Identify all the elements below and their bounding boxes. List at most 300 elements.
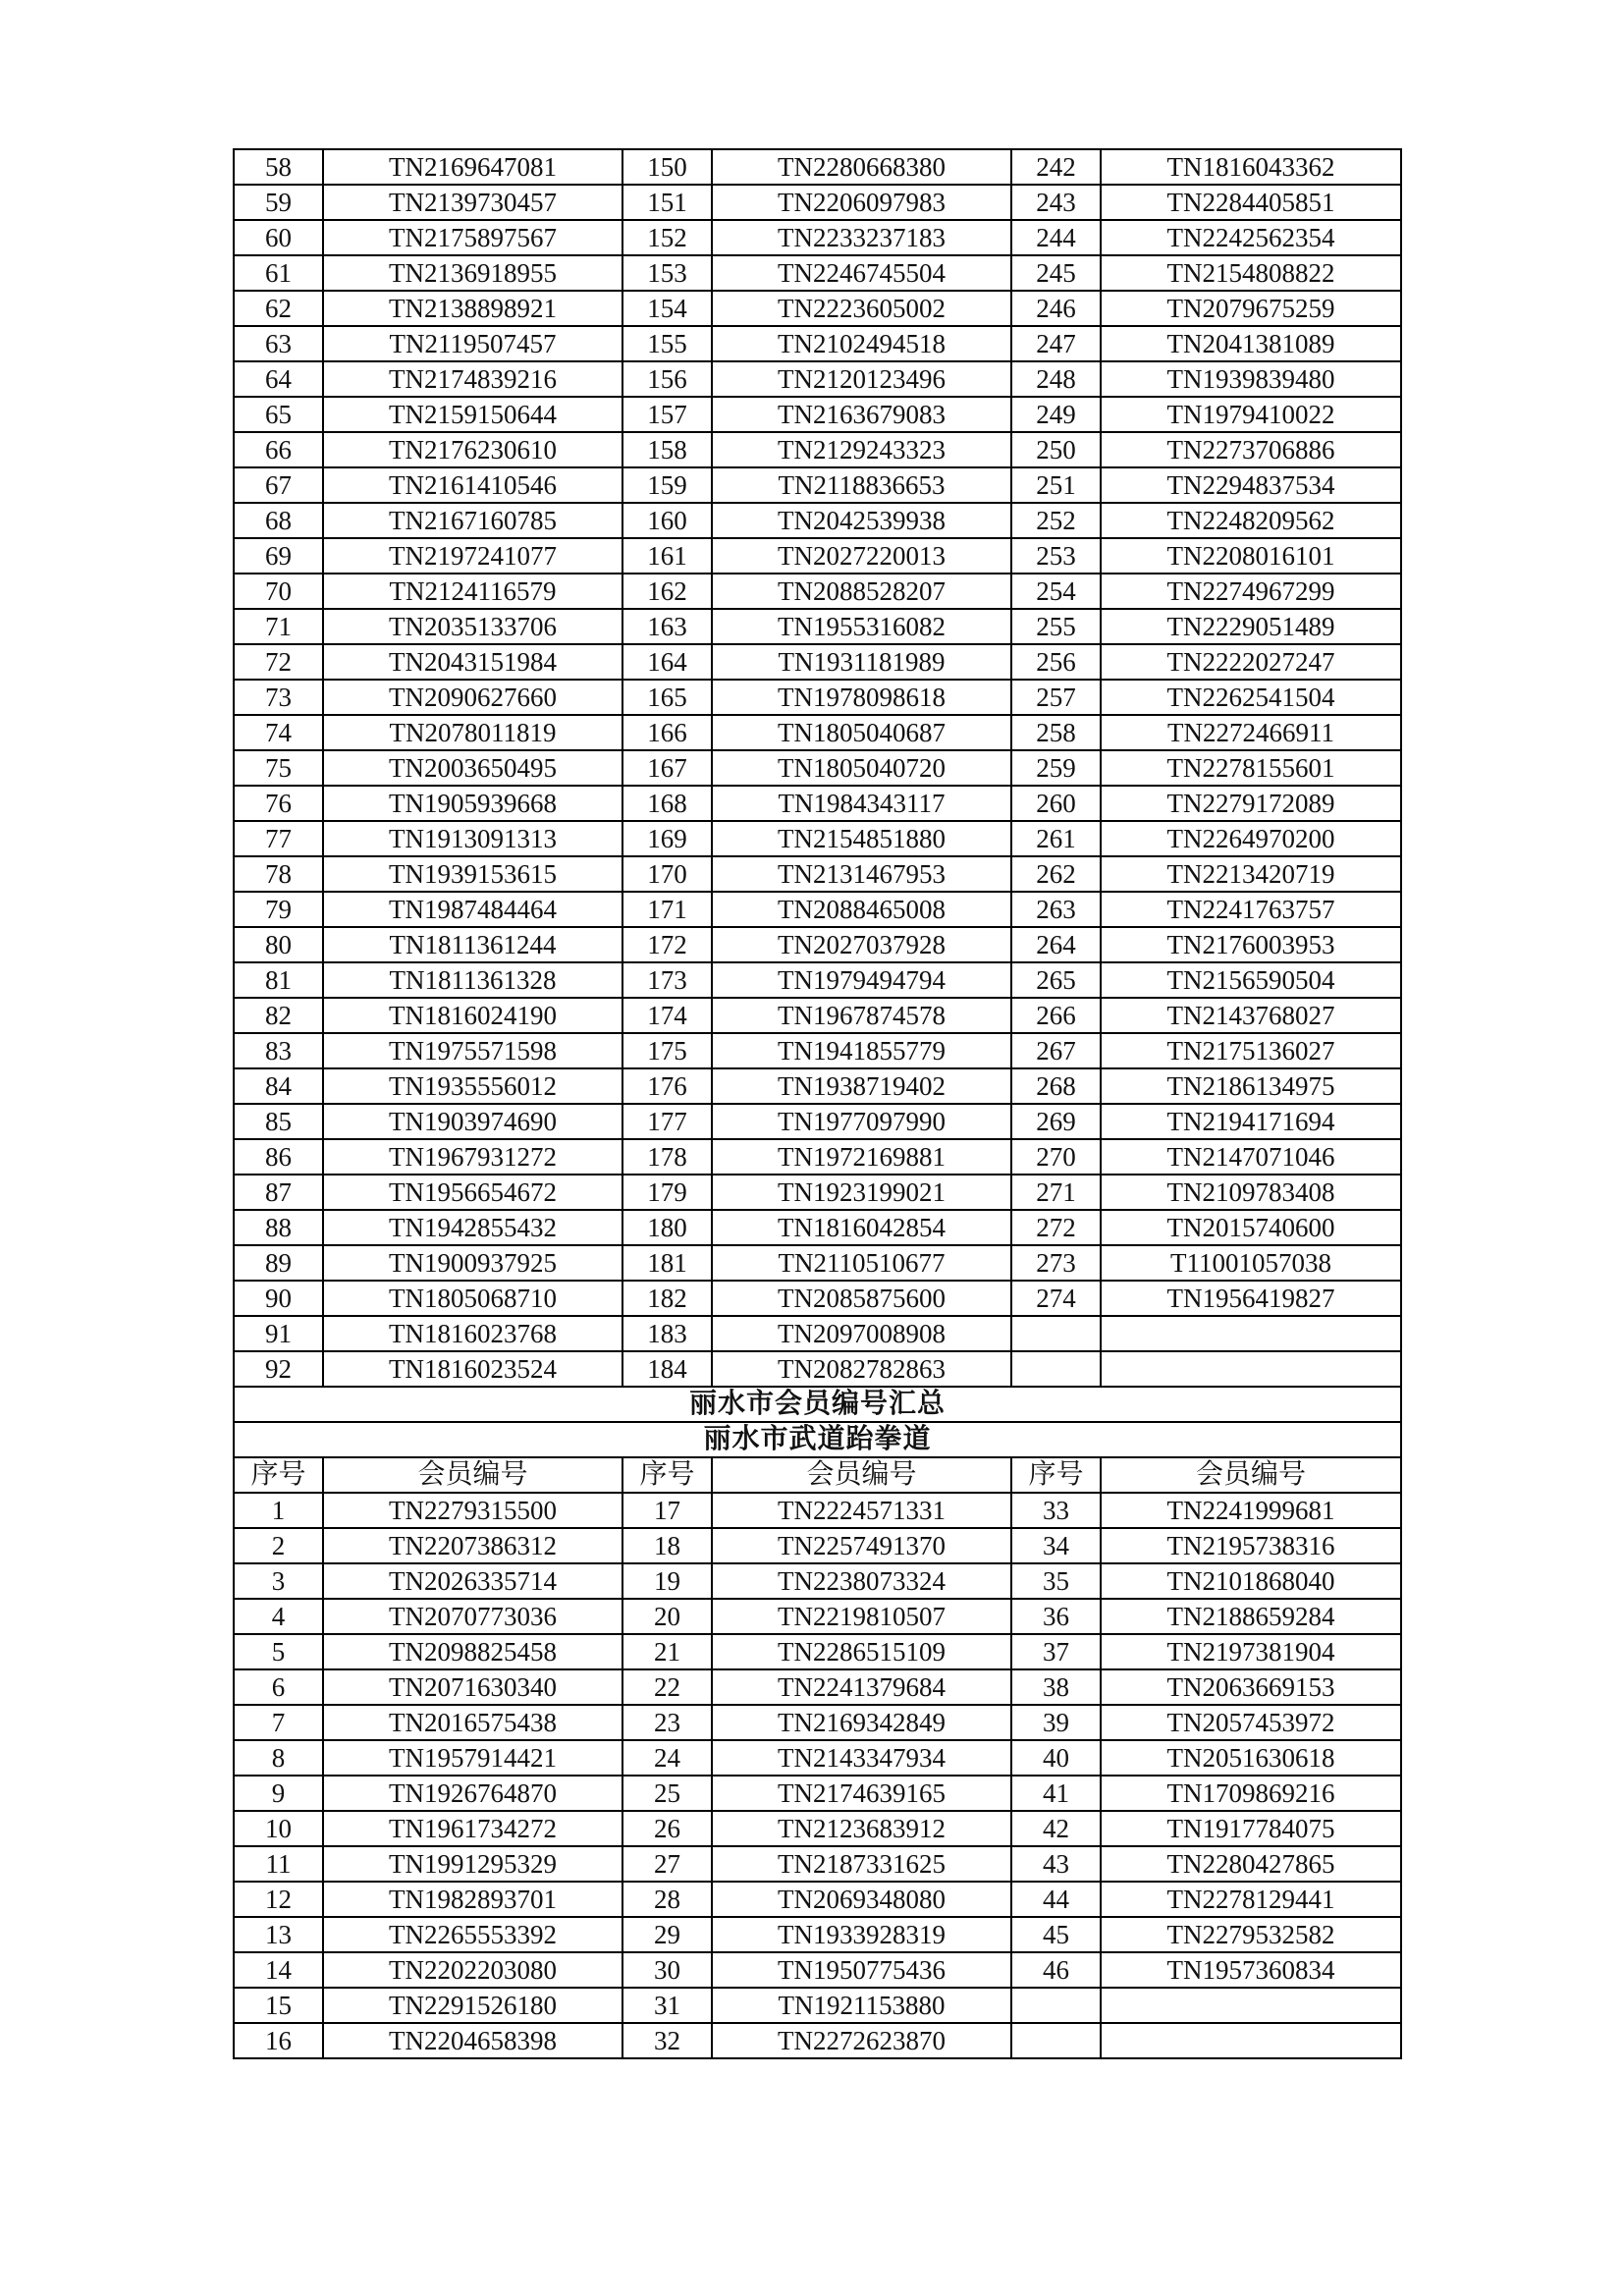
table-row <box>234 1245 1401 1281</box>
seq-cell: 11 <box>234 1846 323 1882</box>
member-no-cell: TN2207386312 <box>323 1528 622 1563</box>
member-no-cell: TN1942855432 <box>323 1210 622 1245</box>
member-no-cell: TN1991295329 <box>323 1846 622 1882</box>
member-no-cell: TN1805040720 <box>712 750 1011 786</box>
member-no-cell: TN1805040687 <box>712 715 1011 750</box>
seq-cell <box>1011 2023 1101 2058</box>
member-no-cell: TN1956654672 <box>323 1175 622 1210</box>
seq-cell: 256 <box>1011 644 1101 680</box>
member-no-cell: TN2197381904 <box>1101 1634 1401 1669</box>
seq-cell: 89 <box>234 1245 323 1281</box>
seq-cell: 181 <box>622 1245 712 1281</box>
table-row <box>234 1599 1401 1634</box>
seq-cell: 7 <box>234 1705 323 1740</box>
seq-cell: 73 <box>234 680 323 715</box>
seq-cell: 88 <box>234 1210 323 1245</box>
seq-cell: 152 <box>622 220 712 255</box>
seq-cell: 60 <box>234 220 323 255</box>
member-no-cell: TN1939839480 <box>1101 361 1401 397</box>
seq-cell: 63 <box>234 326 323 361</box>
table-row <box>234 538 1401 574</box>
member-no-cell: TN2229051489 <box>1101 609 1401 644</box>
seq-cell: 44 <box>1011 1882 1101 1917</box>
seq-cell: 154 <box>622 291 712 326</box>
seq-cell: 21 <box>622 1634 712 1669</box>
member-no-cell: TN2175136027 <box>1101 1033 1401 1068</box>
seq-cell: 8 <box>234 1740 323 1776</box>
seq-cell: 268 <box>1011 1068 1101 1104</box>
member-no-cell: TN2187331625 <box>712 1846 1011 1882</box>
member-no-cell: TN2224571331 <box>712 1493 1011 1528</box>
member-no-cell: TN2101868040 <box>1101 1563 1401 1599</box>
member-no-cell: TN1905939668 <box>323 786 622 821</box>
member-no-cell: TN2088465008 <box>712 892 1011 927</box>
seq-cell: 24 <box>622 1740 712 1776</box>
member-no-cell: TN2120123496 <box>712 361 1011 397</box>
member-no-cell: TN2027037928 <box>712 927 1011 962</box>
seq-cell: 251 <box>1011 467 1101 503</box>
seq-cell: 260 <box>1011 786 1101 821</box>
seq-cell: 77 <box>234 821 323 856</box>
member-no-cell: TN1811361328 <box>323 962 622 998</box>
member-no-cell <box>1101 1316 1401 1351</box>
seq-cell: 157 <box>622 397 712 432</box>
member-no-cell: TN2264970200 <box>1101 821 1401 856</box>
club-title: 丽水市武道跆拳道 <box>234 1422 1401 1457</box>
seq-cell: 183 <box>622 1316 712 1351</box>
member-no-cell: TN2139730457 <box>323 185 622 220</box>
seq-cell: 79 <box>234 892 323 927</box>
seq-cell: 179 <box>622 1175 712 1210</box>
seq-cell: 26 <box>622 1811 712 1846</box>
member-no-cell: TN1816024190 <box>323 998 622 1033</box>
member-no-cell: TN2291526180 <box>323 1988 622 2023</box>
table-row <box>234 644 1401 680</box>
member-no-cell: TN1961734272 <box>323 1811 622 1846</box>
seq-cell: 23 <box>622 1705 712 1740</box>
header-seq-2: 序号 <box>622 1457 712 1493</box>
table-row <box>234 1811 1401 1846</box>
seq-cell: 175 <box>622 1033 712 1068</box>
column-header-row <box>234 1457 1401 1493</box>
seq-cell: 34 <box>1011 1528 1101 1563</box>
seq-cell: 266 <box>1011 998 1101 1033</box>
member-no-cell: TN2088528207 <box>712 574 1011 609</box>
summary-title: 丽水市会员编号汇总 <box>234 1387 1401 1422</box>
member-no-cell: TN1938719402 <box>712 1068 1011 1104</box>
member-no-cell: TN2098825458 <box>323 1634 622 1669</box>
seq-cell: 255 <box>1011 609 1101 644</box>
member-no-cell: TN2265553392 <box>323 1917 622 1952</box>
table-row <box>234 1563 1401 1599</box>
seq-cell: 245 <box>1011 255 1101 291</box>
member-no-cell: TN2102494518 <box>712 326 1011 361</box>
table-row <box>234 1351 1401 1387</box>
seq-cell: 36 <box>1011 1599 1101 1634</box>
member-no-cell: TN2223605002 <box>712 291 1011 326</box>
seq-cell: 1 <box>234 1493 323 1528</box>
member-no-cell: TN2159150644 <box>323 397 622 432</box>
table-row <box>234 1068 1401 1104</box>
seq-cell: 169 <box>622 821 712 856</box>
member-no-cell: TN1933928319 <box>712 1917 1011 1952</box>
seq-cell: 270 <box>1011 1139 1101 1175</box>
member-no-cell: TN2143768027 <box>1101 998 1401 1033</box>
table-row <box>234 1846 1401 1882</box>
member-no-cell: TN1917784075 <box>1101 1811 1401 1846</box>
seq-cell: 69 <box>234 538 323 574</box>
member-no-cell: TN2174639165 <box>712 1776 1011 1811</box>
member-no-cell: TN2175897567 <box>323 220 622 255</box>
member-no-cell: TN2043151984 <box>323 644 622 680</box>
table-row <box>234 1634 1401 1669</box>
member-no-cell: TN2195738316 <box>1101 1528 1401 1563</box>
member-no-cell: TN2284405851 <box>1101 185 1401 220</box>
seq-cell: 168 <box>622 786 712 821</box>
seq-cell: 150 <box>622 149 712 185</box>
seq-cell: 45 <box>1011 1917 1101 1952</box>
seq-cell: 40 <box>1011 1740 1101 1776</box>
seq-cell: 155 <box>622 326 712 361</box>
seq-cell: 273 <box>1011 1245 1101 1281</box>
member-no-cell: TN2070773036 <box>323 1599 622 1634</box>
member-no-cell: TN1935556012 <box>323 1068 622 1104</box>
member-no-cell: TN2222027247 <box>1101 644 1401 680</box>
seq-cell: 83 <box>234 1033 323 1068</box>
member-no-cell: TN1979410022 <box>1101 397 1401 432</box>
seq-cell: 59 <box>234 185 323 220</box>
member-no-cell: TN2110510677 <box>712 1245 1011 1281</box>
member-no-cell: TN2078011819 <box>323 715 622 750</box>
table-row <box>234 1776 1401 1811</box>
seq-cell: 167 <box>622 750 712 786</box>
table-row <box>234 1669 1401 1705</box>
member-no-cell: TN1805068710 <box>323 1281 622 1316</box>
seq-cell: 182 <box>622 1281 712 1316</box>
member-no-cell: TN2154808822 <box>1101 255 1401 291</box>
seq-cell: 32 <box>622 2023 712 2058</box>
seq-cell: 257 <box>1011 680 1101 715</box>
table-row <box>234 149 1401 185</box>
member-no-cell: TN1923199021 <box>712 1175 1011 1210</box>
table-row <box>234 503 1401 538</box>
member-no-cell: TN2069348080 <box>712 1882 1011 1917</box>
table-row <box>234 432 1401 467</box>
table-row <box>234 1705 1401 1740</box>
table-row <box>234 467 1401 503</box>
seq-cell: 74 <box>234 715 323 750</box>
member-no-cell: TN1977097990 <box>712 1104 1011 1139</box>
member-no-cell: TN2257491370 <box>712 1528 1011 1563</box>
seq-cell: 162 <box>622 574 712 609</box>
seq-cell: 242 <box>1011 149 1101 185</box>
member-no-cell: TN2248209562 <box>1101 503 1401 538</box>
member-no-cell: TN2279315500 <box>323 1493 622 1528</box>
seq-cell: 27 <box>622 1846 712 1882</box>
seq-cell: 66 <box>234 432 323 467</box>
seq-cell: 163 <box>622 609 712 644</box>
seq-cell <box>1011 1316 1101 1351</box>
table-row <box>234 2023 1401 2058</box>
section2-rows <box>234 1493 1401 2058</box>
header-member-no-1: 会员编号 <box>323 1457 622 1493</box>
table-row <box>234 1139 1401 1175</box>
seq-cell: 243 <box>1011 185 1101 220</box>
seq-cell: 5 <box>234 1634 323 1669</box>
table-row <box>234 715 1401 750</box>
member-no-cell: TN2176230610 <box>323 432 622 467</box>
seq-cell: 165 <box>622 680 712 715</box>
member-no-cell: TN2079675259 <box>1101 291 1401 326</box>
member-no-cell: TN2118836653 <box>712 467 1011 503</box>
seq-cell: 91 <box>234 1316 323 1351</box>
table-row <box>234 1033 1401 1068</box>
member-no-cell: TN2188659284 <box>1101 1599 1401 1634</box>
member-no-cell: TN1979494794 <box>712 962 1011 998</box>
header-seq-1: 序号 <box>234 1457 323 1493</box>
seq-cell: 184 <box>622 1351 712 1387</box>
member-no-cell: TN2241999681 <box>1101 1493 1401 1528</box>
member-no-cell: TN2161410546 <box>323 467 622 503</box>
table-row <box>234 609 1401 644</box>
member-no-cell: TN2213420719 <box>1101 856 1401 892</box>
seq-cell: 33 <box>1011 1493 1101 1528</box>
member-no-cell: TN2294837534 <box>1101 467 1401 503</box>
table-row <box>234 291 1401 326</box>
seq-cell: 85 <box>234 1104 323 1139</box>
seq-cell: 267 <box>1011 1033 1101 1068</box>
table-row <box>234 786 1401 821</box>
member-no-cell: TN2186134975 <box>1101 1068 1401 1104</box>
member-no-cell: TN2278155601 <box>1101 750 1401 786</box>
member-no-cell: TN2274967299 <box>1101 574 1401 609</box>
seq-cell: 43 <box>1011 1846 1101 1882</box>
seq-cell: 166 <box>622 715 712 750</box>
seq-cell: 62 <box>234 291 323 326</box>
member-no-cell: TN2278129441 <box>1101 1882 1401 1917</box>
seq-cell: 19 <box>622 1563 712 1599</box>
member-no-cell: TN2242562354 <box>1101 220 1401 255</box>
member-no-cell: TN2131467953 <box>712 856 1011 892</box>
member-no-cell: TN2129243323 <box>712 432 1011 467</box>
summary-title-row <box>234 1387 1401 1422</box>
member-no-cell: TN1816043362 <box>1101 149 1401 185</box>
seq-cell: 30 <box>622 1952 712 1988</box>
member-no-cell: TN1957914421 <box>323 1740 622 1776</box>
seq-cell: 261 <box>1011 821 1101 856</box>
seq-cell: 2 <box>234 1528 323 1563</box>
member-no-cell: TN1967931272 <box>323 1139 622 1175</box>
seq-cell: 87 <box>234 1175 323 1210</box>
member-no-cell: TN1978098618 <box>712 680 1011 715</box>
seq-cell: 3 <box>234 1563 323 1599</box>
seq-cell: 92 <box>234 1351 323 1387</box>
member-no-cell: TN2169647081 <box>323 149 622 185</box>
member-no-cell: TN1987484464 <box>323 892 622 927</box>
member-no-cell <box>1101 1351 1401 1387</box>
member-no-cell: TN1816023524 <box>323 1351 622 1387</box>
member-no-cell: TN2147071046 <box>1101 1139 1401 1175</box>
member-no-cell: TN1931181989 <box>712 644 1011 680</box>
seq-cell: 38 <box>1011 1669 1101 1705</box>
member-no-cell: TN2119507457 <box>323 326 622 361</box>
seq-cell: 68 <box>234 503 323 538</box>
member-no-cell: T11001057038 <box>1101 1245 1401 1281</box>
table-row <box>234 1210 1401 1245</box>
seq-cell: 178 <box>622 1139 712 1175</box>
seq-cell: 264 <box>1011 927 1101 962</box>
member-no-cell <box>1101 2023 1401 2058</box>
seq-cell: 161 <box>622 538 712 574</box>
member-no-cell: TN1900937925 <box>323 1245 622 1281</box>
seq-cell: 70 <box>234 574 323 609</box>
member-no-cell: TN2016575438 <box>323 1705 622 1740</box>
member-no-cell: TN1984343117 <box>712 786 1011 821</box>
member-no-cell: TN2124116579 <box>323 574 622 609</box>
seq-cell: 28 <box>622 1882 712 1917</box>
seq-cell: 259 <box>1011 750 1101 786</box>
member-no-cell: TN2206097983 <box>712 185 1011 220</box>
member-no-cell: TN2241763757 <box>1101 892 1401 927</box>
seq-cell: 174 <box>622 998 712 1033</box>
member-no-cell: TN2273706886 <box>1101 432 1401 467</box>
member-no-cell: TN2085875600 <box>712 1281 1011 1316</box>
member-no-cell: TN2262541504 <box>1101 680 1401 715</box>
member-no-cell: TN1709869216 <box>1101 1776 1401 1811</box>
seq-cell: 12 <box>234 1882 323 1917</box>
seq-cell: 81 <box>234 962 323 998</box>
table-row <box>234 1952 1401 1988</box>
member-no-cell: TN2003650495 <box>323 750 622 786</box>
seq-cell: 271 <box>1011 1175 1101 1210</box>
seq-cell: 158 <box>622 432 712 467</box>
seq-cell: 258 <box>1011 715 1101 750</box>
table-row <box>234 962 1401 998</box>
seq-cell: 61 <box>234 255 323 291</box>
member-no-cell: TN2208016101 <box>1101 538 1401 574</box>
member-no-cell: TN2057453972 <box>1101 1705 1401 1740</box>
seq-cell: 246 <box>1011 291 1101 326</box>
member-no-cell: TN1967874578 <box>712 998 1011 1033</box>
seq-cell: 274 <box>1011 1281 1101 1316</box>
table-row <box>234 1493 1401 1528</box>
seq-cell: 263 <box>1011 892 1101 927</box>
member-no-cell <box>1101 1988 1401 2023</box>
table-row <box>234 821 1401 856</box>
member-no-cell: TN2136918955 <box>323 255 622 291</box>
seq-cell: 65 <box>234 397 323 432</box>
seq-cell: 72 <box>234 644 323 680</box>
member-no-cell: TN2015740600 <box>1101 1210 1401 1245</box>
table-row <box>234 1528 1401 1563</box>
seq-cell: 35 <box>1011 1563 1101 1599</box>
header-seq-3: 序号 <box>1011 1457 1101 1493</box>
member-no-cell: TN2169342849 <box>712 1705 1011 1740</box>
table-row <box>234 1281 1401 1316</box>
seq-cell: 17 <box>622 1493 712 1528</box>
member-no-cell: TN2097008908 <box>712 1316 1011 1351</box>
member-no-cell: TN2156590504 <box>1101 962 1401 998</box>
table-row <box>234 998 1401 1033</box>
table-row <box>234 1988 1401 2023</box>
seq-cell: 252 <box>1011 503 1101 538</box>
table-row <box>234 574 1401 609</box>
seq-cell: 42 <box>1011 1811 1101 1846</box>
table-row <box>234 856 1401 892</box>
seq-cell: 151 <box>622 185 712 220</box>
seq-cell: 82 <box>234 998 323 1033</box>
seq-cell: 15 <box>234 1988 323 2023</box>
member-no-cell: TN2194171694 <box>1101 1104 1401 1139</box>
seq-cell: 176 <box>622 1068 712 1104</box>
seq-cell: 29 <box>622 1917 712 1952</box>
seq-cell: 4 <box>234 1599 323 1634</box>
seq-cell: 177 <box>622 1104 712 1139</box>
member-no-cell: TN2071630340 <box>323 1669 622 1705</box>
table-row <box>234 185 1401 220</box>
member-no-cell: TN2286515109 <box>712 1634 1011 1669</box>
table-row <box>234 397 1401 432</box>
table-row <box>234 680 1401 715</box>
header-member-no-3: 会员编号 <box>1101 1457 1401 1493</box>
member-no-cell: TN1955316082 <box>712 609 1011 644</box>
member-no-cell: TN1939153615 <box>323 856 622 892</box>
member-no-cell: TN2238073324 <box>712 1563 1011 1599</box>
seq-cell: 86 <box>234 1139 323 1175</box>
member-number-table <box>233 148 1402 2059</box>
member-no-cell: TN2027220013 <box>712 538 1011 574</box>
seq-cell: 254 <box>1011 574 1101 609</box>
table-row <box>234 927 1401 962</box>
seq-cell: 37 <box>1011 1634 1101 1669</box>
seq-cell: 71 <box>234 609 323 644</box>
seq-cell: 160 <box>622 503 712 538</box>
member-no-cell: TN1811361244 <box>323 927 622 962</box>
member-no-cell: TN2138898921 <box>323 291 622 326</box>
member-no-cell: TN1816042854 <box>712 1210 1011 1245</box>
seq-cell: 180 <box>622 1210 712 1245</box>
member-no-cell: TN1956419827 <box>1101 1281 1401 1316</box>
table-row <box>234 220 1401 255</box>
member-no-cell: TN2051630618 <box>1101 1740 1401 1776</box>
table-row <box>234 1917 1401 1952</box>
seq-cell: 253 <box>1011 538 1101 574</box>
seq-cell: 156 <box>622 361 712 397</box>
seq-cell: 249 <box>1011 397 1101 432</box>
seq-cell: 58 <box>234 149 323 185</box>
seq-cell <box>1011 1351 1101 1387</box>
seq-cell: 84 <box>234 1068 323 1104</box>
member-no-cell: TN2279172089 <box>1101 786 1401 821</box>
member-no-cell: TN2219810507 <box>712 1599 1011 1634</box>
seq-cell: 16 <box>234 2023 323 2058</box>
table-row <box>234 750 1401 786</box>
member-no-cell: TN2202203080 <box>323 1952 622 1988</box>
seq-cell: 172 <box>622 927 712 962</box>
member-no-cell: TN2174839216 <box>323 361 622 397</box>
member-no-cell: TN1921153880 <box>712 1988 1011 2023</box>
member-no-cell: TN2241379684 <box>712 1669 1011 1705</box>
member-no-cell: TN2143347934 <box>712 1740 1011 1776</box>
member-no-cell: TN2280427865 <box>1101 1846 1401 1882</box>
member-no-cell: TN1982893701 <box>323 1882 622 1917</box>
seq-cell: 41 <box>1011 1776 1101 1811</box>
member-no-cell: TN2154851880 <box>712 821 1011 856</box>
seq-cell: 39 <box>1011 1705 1101 1740</box>
member-no-cell: TN2204658398 <box>323 2023 622 2058</box>
table-row <box>234 326 1401 361</box>
table-row <box>234 1882 1401 1917</box>
